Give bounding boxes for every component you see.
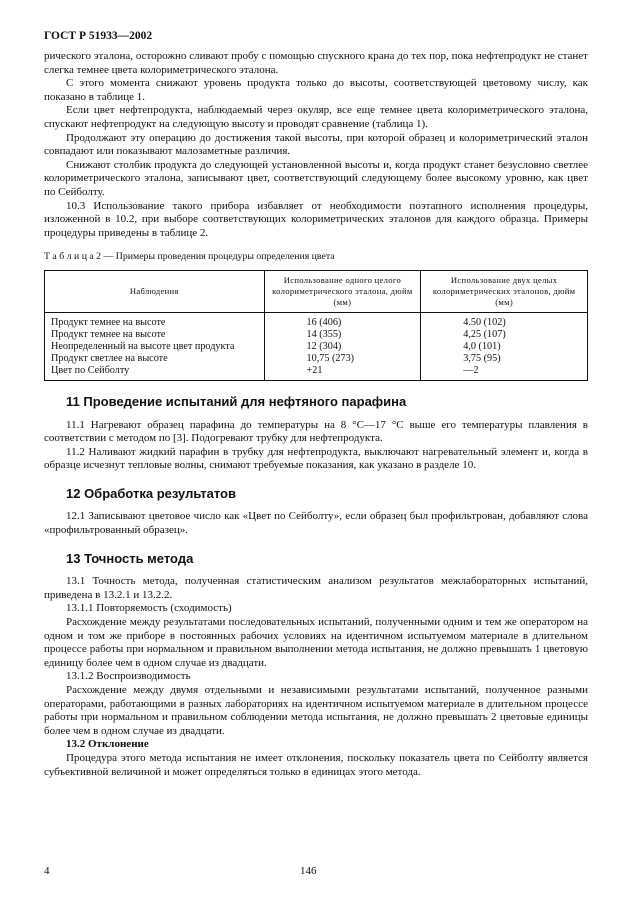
- paragraph: 13.1.1 Повторяемость (сходимость): [66, 602, 232, 615]
- document-header: ГОСТ Р 51933—2002: [44, 30, 153, 42]
- paragraph: 12.1 Записывают цветовое число как «Цвет по Сейболту», если образец был профильтрован, добавляют слова «профильтрованный образец».: [44, 510, 588, 537]
- section-title: 13 Точность метода: [66, 550, 194, 566]
- table-cell: 14 (355): [264, 329, 421, 341]
- page-content: [44, 50, 588, 779]
- paragraph: рического эталона, осторожно сливают пробу с помощью спускного крана до тех пор, пока нефтепродукт не станет слегка темнее цвета колориметрического эталона.: [44, 50, 588, 76]
- table-header: Наблюдения: [45, 270, 265, 312]
- table-cell: 4,25 (107): [421, 329, 588, 341]
- table-cell: 10,75 (273): [264, 353, 421, 365]
- section-title: 12 Обработка результатов: [66, 485, 236, 501]
- table-row: [45, 312, 588, 329]
- paragraph: Снижают столбик продукта до следующей установленной высоты и, когда продукт станет безусловно светлее колориметрического эталона, записывают цвет, соответствующий следующему более высокому уровню, как цвет по Сейболту.: [44, 158, 588, 198]
- page-number-center: 146: [300, 865, 317, 877]
- table-cell: Цвет по Сейболту: [45, 365, 265, 381]
- table-header: Использование двух целых колориметрических эталонов, дюйм (мм): [421, 270, 588, 312]
- table-row: [45, 329, 588, 341]
- table-row: [45, 365, 588, 381]
- table-row: [45, 341, 588, 353]
- table-row: [45, 353, 588, 365]
- paragraph: 10.3 Использование такого прибора избавляет от необходимости поэтапного исполнения процедуры, изложенной в 10.2, при выборе соответствующих колориметрических эталонов для каждого образца. Примеры процедуры приведены в таблице 2.: [44, 199, 588, 239]
- table-cell: 4.50 (102): [421, 312, 588, 329]
- table-cell: Неопределенный на высоте цвет продукта: [45, 341, 265, 353]
- table-cell: 16 (406): [264, 312, 421, 329]
- table-cell: Продукт темнее на высоте: [45, 312, 265, 329]
- table-cell: 4,0 (101): [421, 341, 588, 353]
- table-cell: 12 (304): [264, 341, 421, 353]
- paragraph: Если цвет нефтепродукта, наблюдаемый через окуляр, все еще темнее цвета колориметрического эталона, спускают нефтепродукт на следующую высоту и проводят сравнение (таблица 1).: [44, 104, 588, 130]
- table-cell: Продукт светлее на высоте: [45, 353, 265, 365]
- paragraph: 13.1 Точность метода, полученная статистическим анализом результатов межлабораторных испытаний, приведена в 13.2.1 и 13.2.2.: [44, 575, 588, 601]
- table-header: Использование одного целого колориметрического эталона, дюйм (мм): [264, 270, 421, 312]
- paragraph: 11.1 Нагревают образец парафина до температуры на 8 °С—17 °С выше его температуры плавления в соответствии с методом по [3]. Подогревают трубку для нефтепродукта.: [44, 418, 588, 445]
- table-cell: +21: [264, 365, 421, 381]
- table-cell: Продукт темнее на высоте: [45, 329, 265, 341]
- paragraph: 13.1.2 Воспроизводимость: [66, 670, 191, 683]
- subsection-title: 13.2 Отклонение: [66, 738, 149, 751]
- paragraph: 11.2 Наливают жидкий парафин в трубку для нефтепродукта, выключают нагревательный элемент и, когда в образце исчезнут тепловые волны, снимают требуемые показания, как указано в разделе 10.: [44, 445, 588, 472]
- table-caption: Т а б л и ц а 2 — Примеры проведения процедуры определения цвета: [44, 251, 335, 263]
- table-cell: 3,75 (95): [421, 353, 588, 365]
- paragraph: С этого момента снижают уровень продукта только до высоты, соответствующей цветовому числу, как показано в таблице 1.: [44, 77, 588, 103]
- paragraph: Расхождение между результатами последовательных испытаний, полученными одним и тем же оператором на одном и том же приборе в постоянных рабочих условиях на идентичном испытуемом материале в длительном процессе работы при нормальном и правильном выполнении метода испытания, не должно превышать 1 цветовую единицу более чем в одном случае из двадцати.: [44, 616, 588, 669]
- table-cell: —2: [421, 365, 588, 381]
- paragraph: Продолжают эту операцию до достижения такой высоты, при которой образец и колориметрический эталон совпадают или показывают малозаметные различия.: [44, 131, 588, 158]
- color-procedure-table: [44, 270, 588, 381]
- section-title: 11 Проведение испытаний для нефтяного парафина: [66, 393, 407, 409]
- paragraph: Процедура этого метода испытания не имеет отклонения, поскольку показатель цвета по Сейболту является субъективной величиной и может определяться только в единицах этого метода.: [44, 751, 588, 778]
- paragraph: Расхождение между двумя отдельными и независимыми результатами испытаний, полученное разными операторами, работающими в разных лабораториях на идентичном испытуемом материале в длительном процессе работы при нормальном и правильном соблюдении метода испытания, не должно превышать 2 цветовые единицы более чем в одном случае из двадцати.: [44, 684, 588, 737]
- page-number-left: 4: [44, 865, 50, 877]
